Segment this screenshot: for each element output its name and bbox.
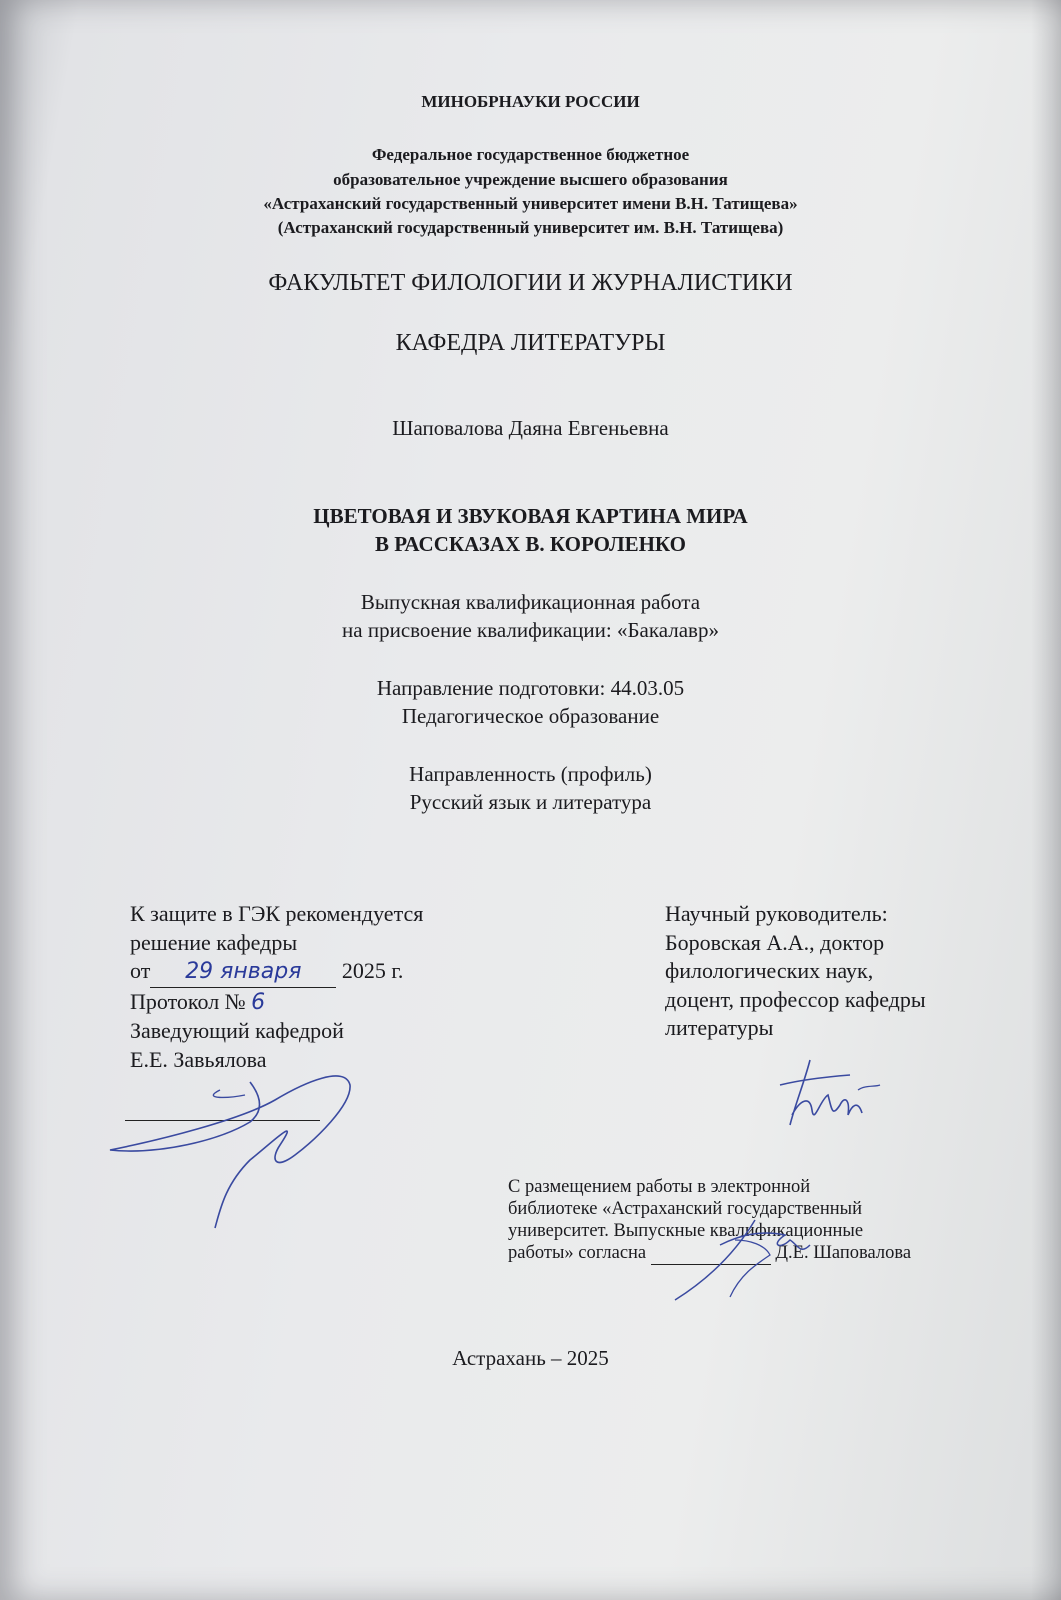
recommendation-line-1: К защите в ГЭК рекомендуется bbox=[130, 901, 424, 926]
ministry-heading: МИНОБРНАУКИ РОССИИ bbox=[421, 92, 640, 111]
work-type-line-2: на присвоение квалификации: «Бакалавр» bbox=[342, 618, 719, 642]
consent-prefix: работы» согласна bbox=[508, 1243, 647, 1263]
institution-line-1: Федеральное государственное бюджетное bbox=[371, 145, 690, 164]
defense-recommendation-block bbox=[130, 900, 423, 1074]
institution-line-4: (Астраханский государственный университет им. В.Н. Татищева) bbox=[277, 218, 784, 237]
head-name: Е.Е. Завьялова bbox=[130, 1046, 267, 1072]
institution-line-2: образовательное учреждение высшего образования bbox=[333, 170, 728, 189]
student-name: Д.Е. Шаповалова bbox=[775, 1243, 912, 1263]
date-field bbox=[150, 957, 336, 988]
consent-line-1: С размещением работы в электронной bbox=[508, 1177, 811, 1197]
date-prefix: от bbox=[130, 958, 151, 983]
consent-line-3: университет. Выпускные квалификационные bbox=[508, 1221, 864, 1241]
protocol-prefix: Протокол № bbox=[130, 988, 246, 1014]
supervisor-line-1: Научный руководитель: bbox=[665, 901, 888, 926]
supervisor-line-4: доцент, профессор кафедры bbox=[665, 986, 926, 1012]
work-type-line-1: Выпускная квалификационная работа bbox=[360, 590, 701, 614]
supervisor-block bbox=[665, 900, 926, 1043]
institution-line-3: «Астраханский государственный университет имени В.Н. Татищева» bbox=[263, 194, 798, 213]
consent-line-2: библиотеке «Астраханский государственный bbox=[508, 1199, 862, 1219]
supervisor-line-3: филологических наук, bbox=[665, 958, 874, 983]
recommendation-line-2: решение кафедры bbox=[130, 929, 298, 955]
head-signature-icon bbox=[100, 1060, 360, 1230]
date-line bbox=[130, 957, 423, 988]
date-suffix: 2025 г. bbox=[341, 958, 404, 983]
direction-line-2: Педагогическое образование bbox=[401, 704, 660, 728]
head-title: Заведующий кафедрой bbox=[130, 1018, 344, 1043]
profile-line-2: Русский язык и литература bbox=[409, 790, 652, 814]
direction-line-1: Направление подготовки: 44.03.05 bbox=[376, 676, 685, 700]
profile-line-1: Направленность (профиль) bbox=[409, 762, 652, 786]
author-name: Шаповалова Даяна Евгеньевна bbox=[392, 416, 669, 440]
supervisor-line-5: литературы bbox=[665, 1015, 774, 1040]
city-year-footer: Астрахань – 2025 bbox=[452, 1346, 609, 1370]
student-signature-icon bbox=[660, 1205, 820, 1305]
supervisor-signature-icon bbox=[770, 1055, 890, 1135]
faculty-heading: ФАКУЛЬТЕТ ФИЛОЛОГИИ И ЖУРНАЛИСТИКИ bbox=[268, 270, 793, 296]
department-heading: КАФЕДРА ЛИТЕРАТУРЫ bbox=[395, 330, 666, 356]
supervisor-line-2: Боровская А.А., доктор bbox=[665, 929, 885, 955]
thesis-title-line-1: ЦВЕТОВАЯ И ЗВУКОВАЯ КАРТИНА МИРА bbox=[313, 504, 748, 528]
handwritten-date: 29 января bbox=[185, 959, 302, 984]
handwritten-protocol-number: 6 bbox=[251, 989, 266, 1015]
thesis-title-line-2: В РАССКАЗАХ В. КОРОЛЕНКО bbox=[375, 532, 686, 556]
protocol-line bbox=[130, 988, 423, 1018]
